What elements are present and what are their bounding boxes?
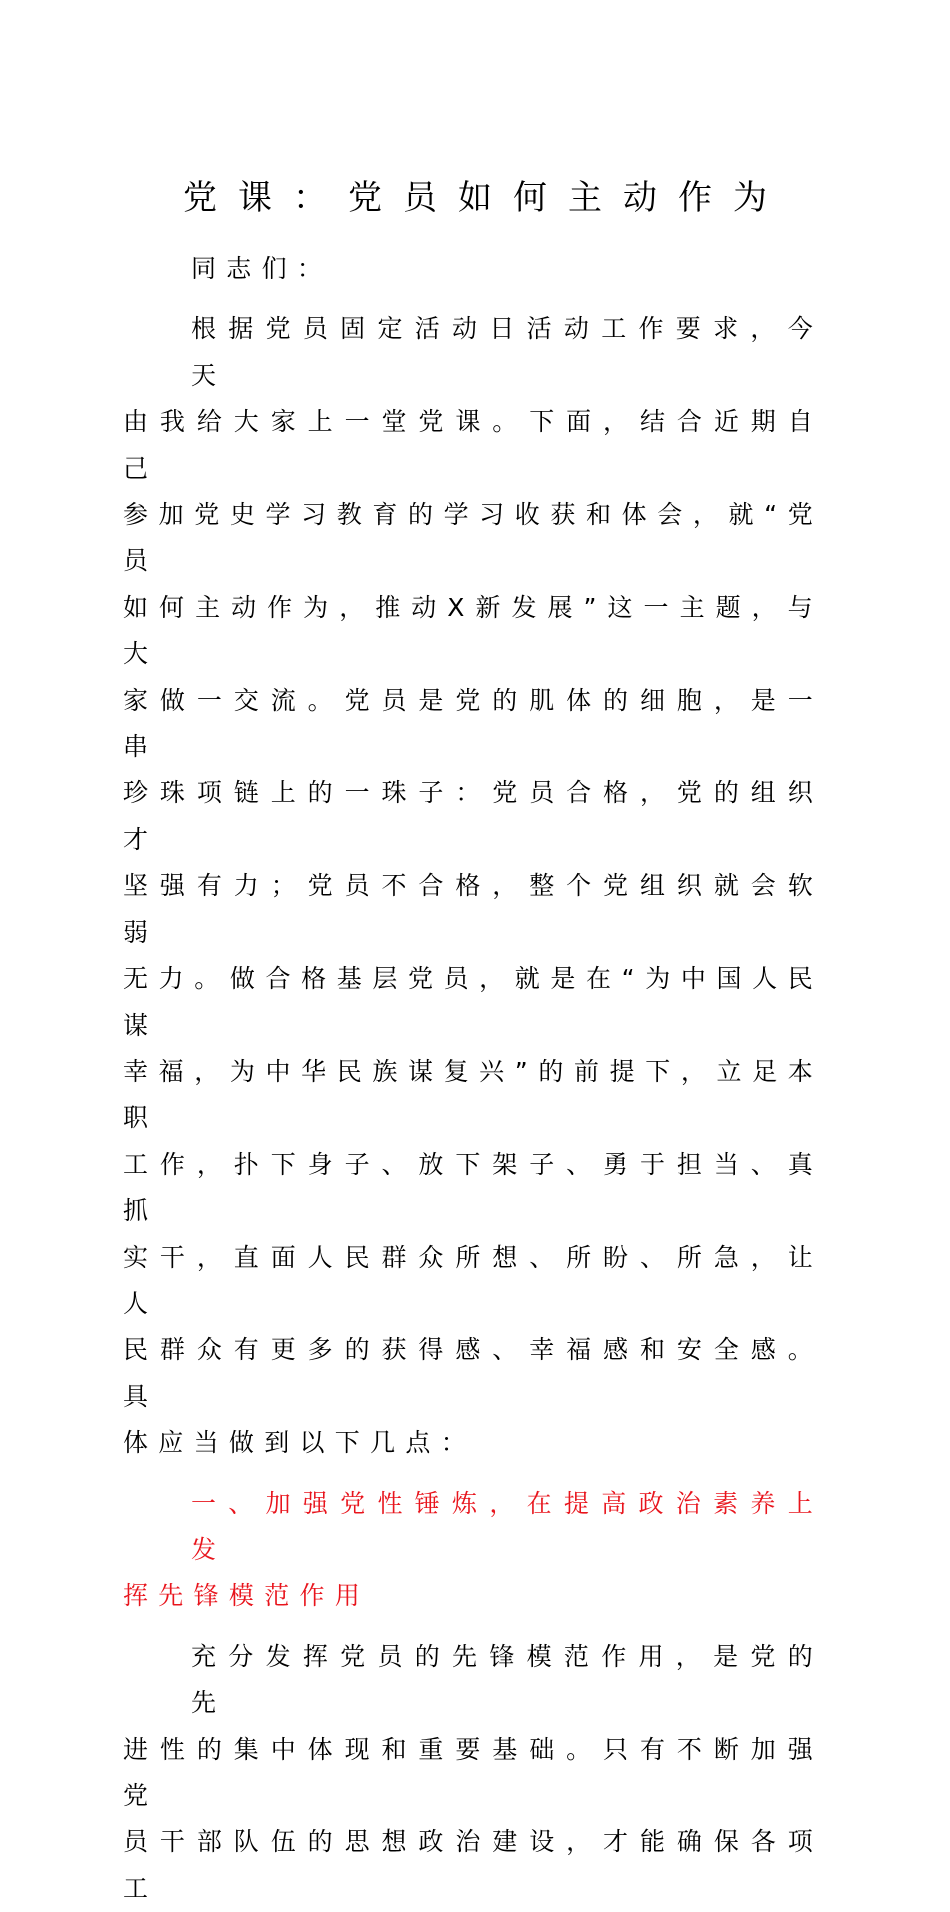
heading-line: 挥先锋模范作用 [123, 1581, 371, 1611]
text-line: 如何主动作为，推动X新发展”这一主题，与大 [123, 592, 823, 669]
text-line: 坚强有力；党员不合格，整个党组织就会软弱 [123, 871, 823, 947]
text-line: 幸福，为中华民族谋复兴”的前提下，立足本职 [123, 1056, 823, 1133]
text-line: 充分发挥党员的先锋模范作用，是党的先 [191, 1641, 823, 1718]
text-line: 参加党史学习教育的学习收获和体会，就“党员 [123, 500, 824, 576]
text-line: 工作，扑下身子、放下架子、勇于担当、真抓 [123, 1149, 823, 1226]
intro-paragraph [123, 306, 823, 1466]
heading-line: 一、加强党性锤炼，在提高政治素养上发 [191, 1488, 823, 1564]
text-line: 由我给大家上一堂党课。下面，结合近期自己 [123, 407, 823, 483]
text-line: 民群众有更多的获得感、幸福感和安全感。具 [123, 1335, 823, 1411]
section-heading [123, 1481, 823, 1620]
document-body [123, 246, 823, 1912]
text-line: 进性的集中体现和重要基础。只有不断加强党 [123, 1734, 823, 1810]
document-title: 党课：党员如何主动作为 [183, 178, 788, 218]
text-line: 员干部队伍的思想政治建设，才能确保各项工 [123, 1827, 823, 1903]
text-line: 根据党员固定活动日活动工作要求，今天 [191, 314, 823, 390]
text-line: 无力。做合格基层党员，就是在“为中国人民谋 [123, 964, 824, 1040]
text-line: 实干，直面人民群众所想、所盼、所急，让人 [123, 1242, 823, 1318]
section-body-paragraph [123, 1634, 823, 1912]
text-line: 珍珠项链上的一珠子：党员合格，党的组织才 [123, 778, 823, 854]
text-line: 家做一交流。党员是党的肌体的细胞，是一串 [123, 685, 823, 762]
text-line: 体应当做到以下几点： [123, 1428, 477, 1458]
salutation: 同志们： [191, 254, 333, 283]
